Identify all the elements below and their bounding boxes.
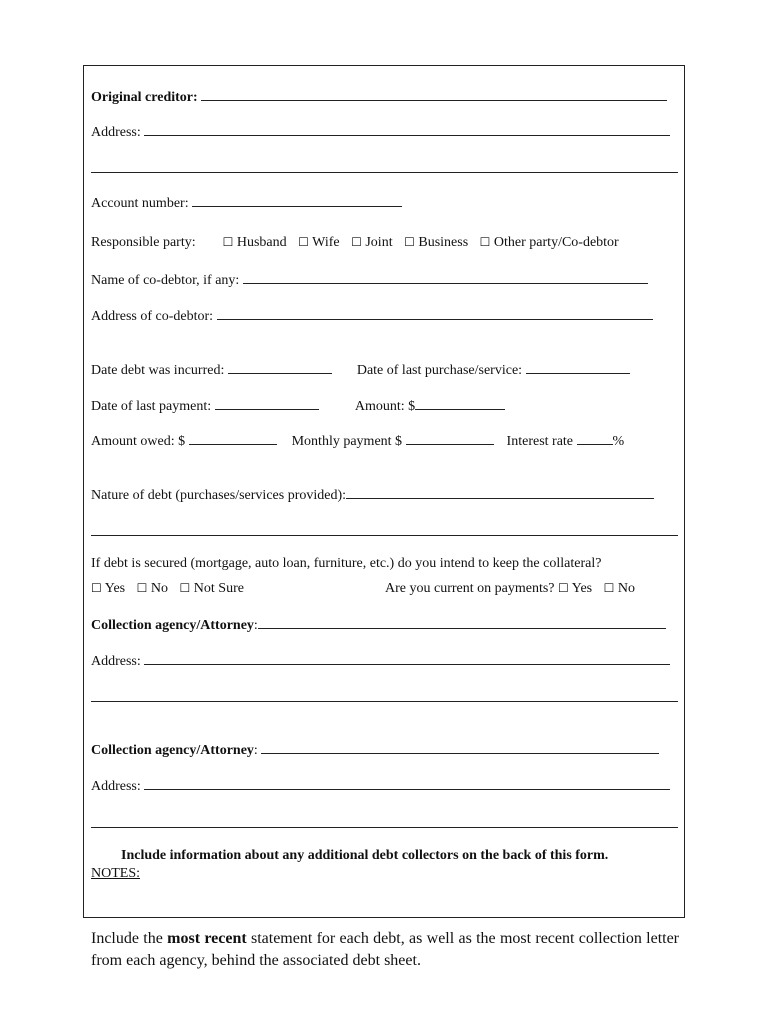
checkbox-icon: ☐	[558, 581, 569, 595]
codebtor-name-row	[91, 271, 648, 289]
footer-text-1: Include the	[91, 930, 163, 947]
date-last-payment-label: Date of last payment:	[91, 399, 212, 414]
agency-address-field-2[interactable]	[144, 777, 670, 790]
codebtor-address-field[interactable]	[217, 307, 653, 320]
creditor-address-label: Address:	[91, 125, 141, 140]
codebtor-name-field[interactable]	[243, 271, 648, 284]
colon: :	[253, 743, 258, 758]
codebtor-address-label: Address of co-debtor:	[91, 309, 214, 324]
agency-address-line-3[interactable]	[91, 827, 678, 828]
collection-agency-row-2	[91, 741, 659, 759]
current-option-yes[interactable]: ☐ Yes	[558, 581, 593, 596]
checkbox-icon: ☐	[351, 235, 362, 249]
option-husband[interactable]: ☐ Husband	[222, 235, 287, 250]
account-number-field[interactable]	[192, 194, 402, 207]
date-incurred-label: Date debt was incurred:	[91, 363, 225, 378]
collection-agency-field-2[interactable]	[261, 741, 659, 754]
checkbox-icon: ☐	[298, 235, 309, 249]
account-number-label: Account number:	[91, 196, 189, 211]
agency-address-field-1[interactable]	[144, 652, 670, 665]
checkbox-icon: ☐	[603, 581, 615, 595]
option-business[interactable]: ☐ Business	[404, 235, 469, 250]
checkbox-icon: ☐	[91, 581, 102, 595]
secured-question: If debt is secured (mortgage, auto loan, furniture, etc.) do you intend to keep the collateral?	[91, 556, 602, 571]
percent-sign: %	[612, 434, 625, 449]
codebtor-address-row	[91, 307, 653, 325]
interest-rate-field[interactable]	[577, 432, 613, 445]
amount-label: Amount: $	[354, 399, 416, 414]
agency-address-label-2: Address:	[91, 779, 141, 794]
monthly-payment-field[interactable]	[406, 432, 494, 445]
current-question: Are you current on payments?	[385, 581, 555, 596]
keep-option-not-sure[interactable]: ☐ Not Sure	[179, 581, 244, 596]
option-joint[interactable]: ☐ Joint	[351, 235, 393, 250]
date-last-purchase-label: Date of last purchase/service:	[356, 363, 523, 378]
amount-owed-field[interactable]	[189, 432, 277, 445]
collection-agency-field-1[interactable]	[258, 616, 666, 629]
nature-of-debt-label: Nature of debt (purchases/services provided):	[91, 488, 347, 503]
amount-owed-label: Amount owed: $	[91, 434, 186, 449]
creditor-address-field[interactable]	[144, 123, 670, 136]
date-last-payment-field[interactable]	[215, 397, 319, 410]
checkbox-icon: ☐	[222, 235, 234, 249]
account-number-row	[91, 194, 402, 212]
original-creditor-field[interactable]	[201, 88, 667, 101]
notes-label[interactable]: NOTES:	[91, 866, 140, 881]
creditor-address-line-2[interactable]	[91, 172, 678, 173]
amount-field[interactable]	[415, 397, 505, 410]
checkbox-icon: ☐	[479, 235, 491, 249]
original-creditor-row	[91, 88, 667, 106]
secured-question-row	[91, 556, 601, 572]
nature-of-debt-field[interactable]	[346, 486, 654, 499]
dates-row	[91, 361, 630, 379]
last-payment-row	[91, 397, 505, 415]
keep-option-yes[interactable]: ☐ Yes	[91, 581, 126, 596]
nature-of-debt-row	[91, 486, 654, 504]
secured-options-row	[91, 580, 657, 597]
agency-address-label-1: Address:	[91, 654, 141, 669]
original-creditor-label: Original creditor:	[91, 90, 198, 105]
checkbox-icon: ☐	[404, 235, 415, 249]
date-last-purchase-field[interactable]	[526, 361, 630, 374]
creditor-address-row	[91, 123, 670, 141]
agency-address-row-2	[91, 777, 670, 795]
footer-bold: most recent	[167, 930, 247, 947]
current-option-no[interactable]: ☐ No	[603, 581, 636, 596]
nature-of-debt-line-2[interactable]	[91, 535, 678, 536]
codebtor-name-label: Name of co-debtor, if any:	[91, 273, 240, 288]
collection-agency-label-2: Collection agency/Attorney	[91, 743, 254, 758]
collection-agency-row-1	[91, 616, 666, 634]
collection-agency-label-1: Collection agency/Attorney	[91, 618, 254, 633]
interest-rate-label: Interest rate	[506, 434, 574, 449]
agency-address-row-1	[91, 652, 670, 670]
monthly-payment-label: Monthly payment $	[291, 434, 403, 449]
date-incurred-field[interactable]	[228, 361, 332, 374]
footer-instructions	[91, 928, 679, 972]
footer-text-2: statement for each debt, as well as the most recent collection letter from each agency, behind the associated debt sheet.	[91, 930, 680, 969]
responsible-party-row	[91, 234, 619, 251]
checkbox-icon: ☐	[179, 581, 191, 595]
agency-address-line-2[interactable]	[91, 701, 678, 702]
amount-owed-row	[91, 432, 624, 450]
current-payments-group	[385, 580, 635, 597]
keep-option-no[interactable]: ☐ No	[136, 581, 169, 596]
checkbox-icon: ☐	[136, 581, 148, 595]
option-other-party[interactable]: ☐ Other party/Co-debtor	[479, 235, 619, 250]
colon: :	[253, 618, 258, 633]
additional-collectors-notice: Include information about any additional debt collectors on the back of this form.	[121, 848, 609, 863]
responsible-party-label: Responsible party:	[91, 235, 196, 250]
option-wife[interactable]: ☐ Wife	[298, 235, 340, 250]
